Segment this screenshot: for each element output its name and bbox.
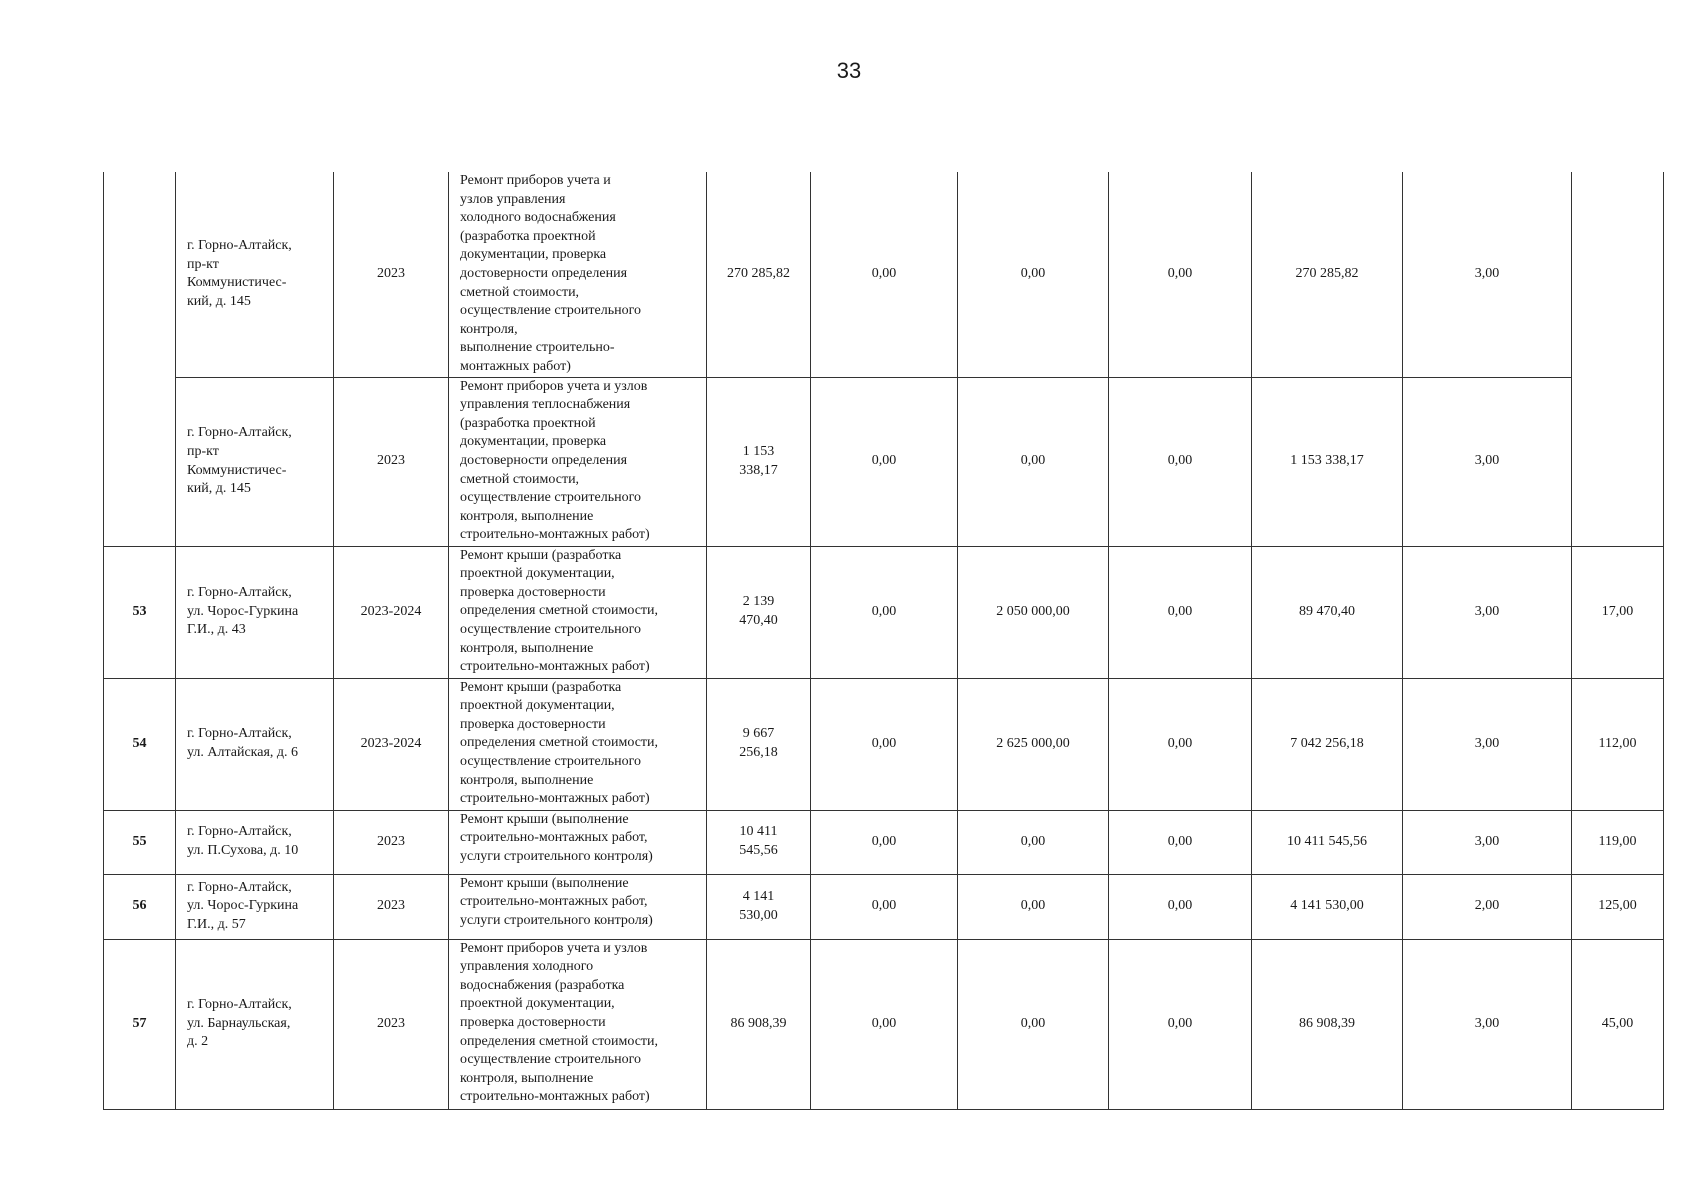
value-cell: 0,00 bbox=[811, 810, 958, 874]
work-type-cell: Ремонт крыши (выполнение строительно-монтажных работ, услуги строительного контроля) bbox=[449, 810, 707, 874]
value-cell: 0,00 bbox=[958, 939, 1109, 1109]
value-cell: 2 625 000,00 bbox=[958, 678, 1109, 810]
table-row bbox=[104, 810, 1664, 874]
value-cell: 0,00 bbox=[811, 377, 958, 546]
value-cell: 0,00 bbox=[1109, 377, 1252, 546]
year-cell: 2023 bbox=[334, 377, 449, 546]
table-row bbox=[104, 377, 1664, 546]
year-cell: 2023 bbox=[334, 874, 449, 939]
value-cell: 4 141 530,00 bbox=[1252, 874, 1403, 939]
year-cell: 2023 bbox=[334, 810, 449, 874]
year-cell: 2023-2024 bbox=[334, 678, 449, 810]
address-cell: г. Горно-Алтайск, ул. Чорос-Гуркина Г.И., д. 57 bbox=[176, 874, 334, 939]
total-cost-cell: 1 153 338,17 bbox=[707, 377, 811, 546]
value-cell: 3,00 bbox=[1403, 377, 1572, 546]
value-cell: 125,00 bbox=[1572, 874, 1664, 939]
table-row bbox=[104, 678, 1664, 810]
value-cell: 3,00 bbox=[1403, 546, 1572, 678]
year-cell: 2023 bbox=[334, 939, 449, 1109]
value-cell: 3,00 bbox=[1403, 810, 1572, 874]
table-row bbox=[104, 546, 1664, 678]
value-cell: 0,00 bbox=[1109, 939, 1252, 1109]
value-cell: 0,00 bbox=[958, 874, 1109, 939]
value-cell: 2 050 000,00 bbox=[958, 546, 1109, 678]
value-cell: 7 042 256,18 bbox=[1252, 678, 1403, 810]
value-cell: 0,00 bbox=[1109, 546, 1252, 678]
value-cell: 2,00 bbox=[1403, 874, 1572, 939]
work-type-cell: Ремонт приборов учета и узлов управления холодного водоснабжения (разработка проектной документации, проверка достоверности определения сметной стоимости, осуществление строительного контроля, выполнение строительно- монтажных работ) bbox=[449, 172, 707, 377]
row-number-cell bbox=[104, 172, 176, 546]
table-row bbox=[104, 874, 1664, 939]
total-cost-cell: 2 139 470,40 bbox=[707, 546, 811, 678]
value-cell: 0,00 bbox=[1109, 678, 1252, 810]
value-cell: 0,00 bbox=[1109, 172, 1252, 377]
row-number-cell: 54 bbox=[104, 678, 176, 810]
value-cell: 17,00 bbox=[1572, 546, 1664, 678]
work-type-cell: Ремонт крыши (разработка проектной документации, проверка достоверности определения сметной стоимости, осуществление строительного контроля, выполнение строительно-монтажных работ) bbox=[449, 678, 707, 810]
value-cell: 0,00 bbox=[811, 546, 958, 678]
value-cell: 45,00 bbox=[1572, 939, 1664, 1109]
value-cell: 3,00 bbox=[1403, 678, 1572, 810]
value-cell: 0,00 bbox=[811, 172, 958, 377]
year-cell: 2023 bbox=[334, 172, 449, 377]
total-cost-cell: 10 411 545,56 bbox=[707, 810, 811, 874]
page-number: 33 bbox=[836, 58, 862, 83]
value-cell: 119,00 bbox=[1572, 810, 1664, 874]
row-number-cell: 56 bbox=[104, 874, 176, 939]
value-cell: 3,00 bbox=[1403, 172, 1572, 377]
work-type-cell: Ремонт крыши (выполнение строительно-монтажных работ, услуги строительного контроля) bbox=[449, 874, 707, 939]
value-cell: 0,00 bbox=[1109, 874, 1252, 939]
total-cost-cell: 9 667 256,18 bbox=[707, 678, 811, 810]
work-type-cell: Ремонт приборов учета и узлов управления холодного водоснабжения (разработка проектной документации, проверка достоверности определения сметной стоимости, осуществление строительного контроля, выполнение строительно-монтажных работ) bbox=[449, 939, 707, 1109]
address-cell: г. Горно-Алтайск, ул. Чорос-Гуркина Г.И., д. 43 bbox=[176, 546, 334, 678]
value-cell: 10 411 545,56 bbox=[1252, 810, 1403, 874]
year-cell: 2023-2024 bbox=[334, 546, 449, 678]
value-cell: 0,00 bbox=[958, 172, 1109, 377]
address-cell: г. Горно-Алтайск, пр-кт Коммунистичес- кий, д. 145 bbox=[176, 172, 334, 377]
value-cell: 0,00 bbox=[811, 874, 958, 939]
value-cell: 112,00 bbox=[1572, 678, 1664, 810]
value-cell: 1 153 338,17 bbox=[1252, 377, 1403, 546]
value-cell: 3,00 bbox=[1403, 939, 1572, 1109]
value-cell: 0,00 bbox=[958, 377, 1109, 546]
table-row bbox=[104, 172, 1664, 377]
table-row bbox=[104, 939, 1664, 1109]
row-number-cell: 57 bbox=[104, 939, 176, 1109]
address-cell: г. Горно-Алтайск, пр-кт Коммунистичес- кий, д. 145 bbox=[176, 377, 334, 546]
total-cost-cell: 4 141 530,00 bbox=[707, 874, 811, 939]
work-type-cell: Ремонт приборов учета и узлов управления теплоснабжения (разработка проектной документации, проверка достоверности определения сметной стоимости, осуществление строительного контроля, выполнение строительно-монтажных работ) bbox=[449, 377, 707, 546]
value-cell: 0,00 bbox=[1109, 810, 1252, 874]
row-number-cell: 53 bbox=[104, 546, 176, 678]
value-cell: 0,00 bbox=[811, 678, 958, 810]
address-cell: г. Горно-Алтайск, ул. П.Сухова, д. 10 bbox=[176, 810, 334, 874]
value-cell: 89 470,40 bbox=[1252, 546, 1403, 678]
value-cell: 0,00 bbox=[958, 810, 1109, 874]
address-cell: г. Горно-Алтайск, ул. Барнаульская, д. 2 bbox=[176, 939, 334, 1109]
address-cell: г. Горно-Алтайск, ул. Алтайская, д. 6 bbox=[176, 678, 334, 810]
total-cost-cell: 86 908,39 bbox=[707, 939, 811, 1109]
value-cell: 86 908,39 bbox=[1252, 939, 1403, 1109]
work-type-cell: Ремонт крыши (разработка проектной документации, проверка достоверности определения сметной стоимости, осуществление строительного контроля, выполнение строительно-монтажных работ) bbox=[449, 546, 707, 678]
repair-schedule-table bbox=[103, 172, 1664, 1110]
value-cell: 270 285,82 bbox=[1252, 172, 1403, 377]
row-number-cell: 55 bbox=[104, 810, 176, 874]
value-cell: 0,00 bbox=[811, 939, 958, 1109]
value-cell bbox=[1572, 172, 1664, 546]
total-cost-cell: 270 285,82 bbox=[707, 172, 811, 377]
